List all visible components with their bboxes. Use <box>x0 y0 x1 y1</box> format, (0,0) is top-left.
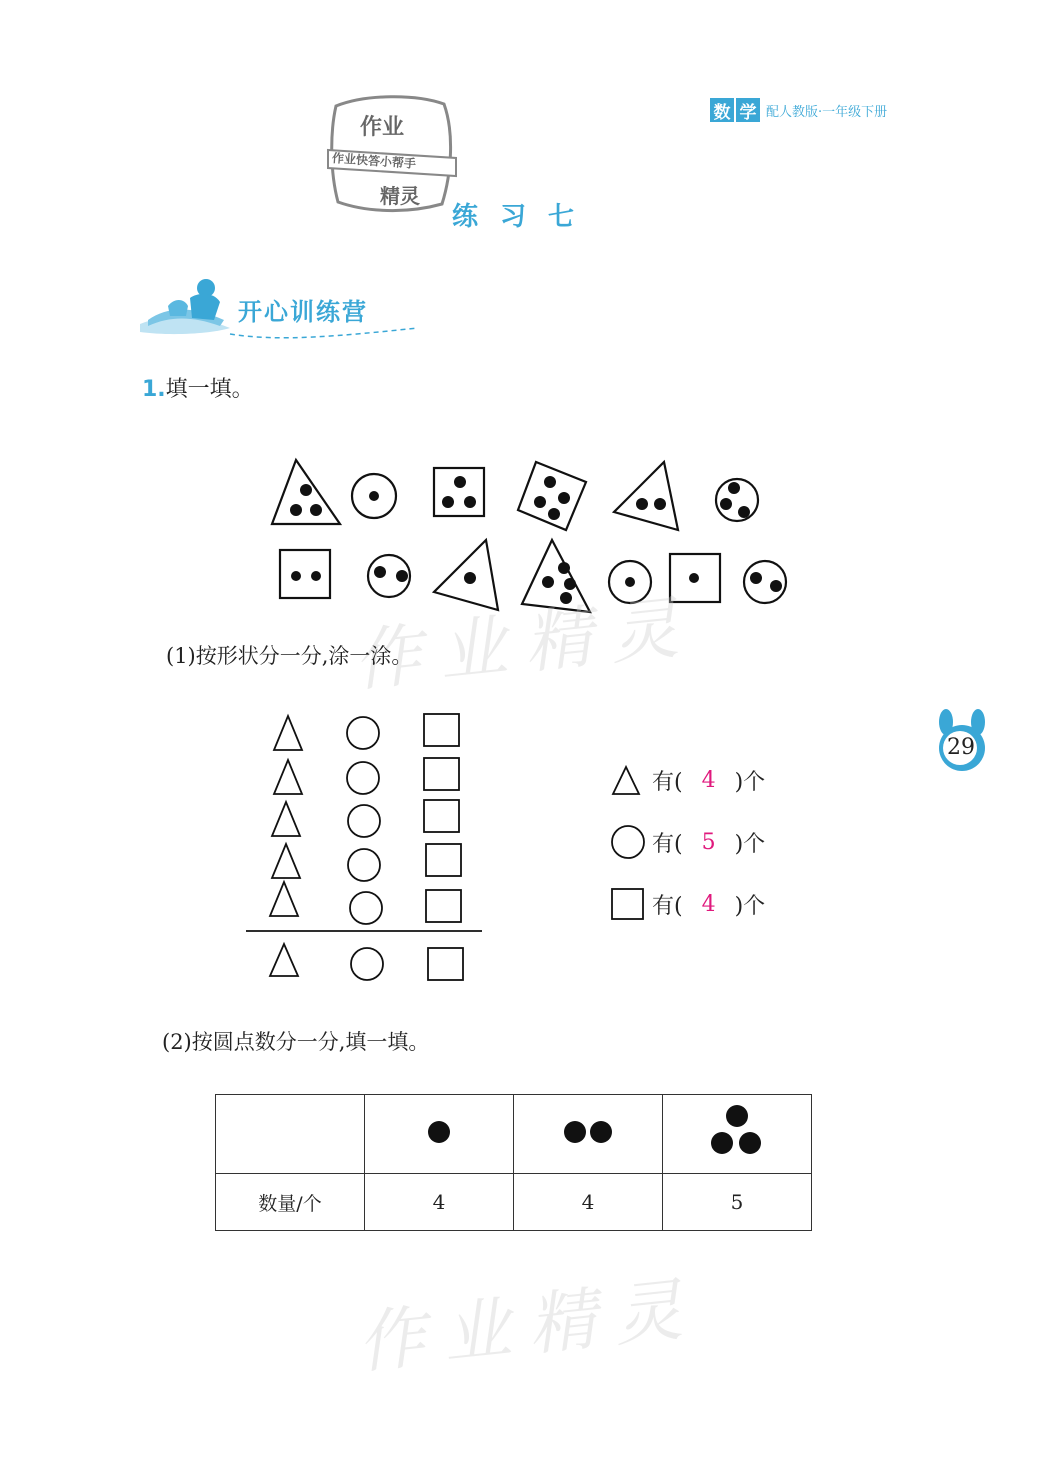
triangle-icon <box>274 716 302 750</box>
answer-prefix: 有( <box>652 893 683 919</box>
part-2-instruction: (2)按圆点数分一分,填一填。 <box>162 1030 430 1054</box>
triangle-icon <box>274 760 302 794</box>
table-corner-cell <box>216 1095 365 1174</box>
square-icon <box>426 890 461 922</box>
three-dots-icon <box>702 1102 772 1162</box>
triangle-2-dots-icon <box>614 462 678 530</box>
answer-triangle <box>610 760 765 800</box>
answer-prefix: 有( <box>652 831 683 857</box>
answer-square <box>610 884 765 924</box>
part-1-instruction: (1)按形状分一分,涂一涂。 <box>166 644 413 668</box>
square-count: 4 <box>701 891 716 917</box>
watermark-bottom: 作业精灵 <box>353 1269 704 1384</box>
square-icon <box>424 800 459 832</box>
question-number: 1. <box>142 377 166 402</box>
circle-icon <box>610 824 646 860</box>
square-icon <box>424 714 459 746</box>
square-3-dots-icon <box>434 468 484 516</box>
triangle-icon <box>272 802 300 836</box>
answer-prefix: 有( <box>652 769 683 795</box>
subject-char-2: 学 <box>736 98 760 122</box>
stamp-text-middle: 作业快答小帮手 <box>331 151 417 171</box>
edition-label: 配人教版·一年级下册 <box>766 104 888 120</box>
stamp-logo <box>326 92 458 214</box>
answer-suffix: )个 <box>734 831 766 857</box>
shape-columns-chart <box>246 704 486 994</box>
quantity-label: 数量/个 <box>216 1174 365 1231</box>
page-title: 练习七 <box>452 202 597 232</box>
circle-icon <box>347 762 379 794</box>
square-label-icon <box>428 948 463 980</box>
page-number: 29 <box>947 735 975 760</box>
square-icon <box>426 844 461 876</box>
square-icon <box>424 758 459 790</box>
triangle-icon <box>610 764 642 796</box>
triangle-label-icon <box>270 944 298 976</box>
two-dots-icon <box>553 1112 623 1152</box>
question-text: 填一填。 <box>165 377 254 402</box>
one-dot-icon <box>419 1112 459 1152</box>
three-dots-count: 5 <box>663 1174 812 1231</box>
page-number-badge <box>934 708 990 772</box>
triangle-icon <box>272 844 300 878</box>
two-dots-header <box>514 1095 663 1174</box>
square-2-dots-icon <box>280 550 330 598</box>
table-header-row <box>216 1095 812 1174</box>
question-1-heading <box>142 372 254 403</box>
circle-icon <box>348 805 380 837</box>
tilted-square-4-dots-icon <box>518 462 586 530</box>
table-row <box>216 1174 812 1231</box>
circle-icon <box>350 892 382 924</box>
subject-char-1: 数 <box>710 98 734 122</box>
banner-label: 开心训练营 <box>238 298 368 326</box>
triangle-icon <box>270 882 298 916</box>
section-banner <box>140 276 420 342</box>
dot-count-table <box>215 1094 812 1231</box>
square-icon <box>610 886 646 922</box>
circle-icon <box>348 849 380 881</box>
stamp-text-top: 作业 <box>360 115 405 140</box>
subject-header <box>710 98 887 122</box>
watermark-top: 作业精灵 <box>349 587 700 702</box>
answer-circle <box>610 822 765 862</box>
circle-icon <box>347 717 379 749</box>
triangle-count: 4 <box>701 767 716 793</box>
two-dots-count: 4 <box>514 1174 663 1231</box>
circle-count: 5 <box>701 829 716 855</box>
three-dots-header <box>663 1095 812 1174</box>
one-dot-count: 4 <box>365 1174 514 1231</box>
circle-label-icon <box>351 948 383 980</box>
stamp-text-bottom: 精灵 <box>380 184 420 208</box>
answer-suffix: )个 <box>734 769 766 795</box>
answer-suffix: )个 <box>734 893 766 919</box>
answers-block <box>610 760 765 924</box>
one-dot-header <box>365 1095 514 1174</box>
